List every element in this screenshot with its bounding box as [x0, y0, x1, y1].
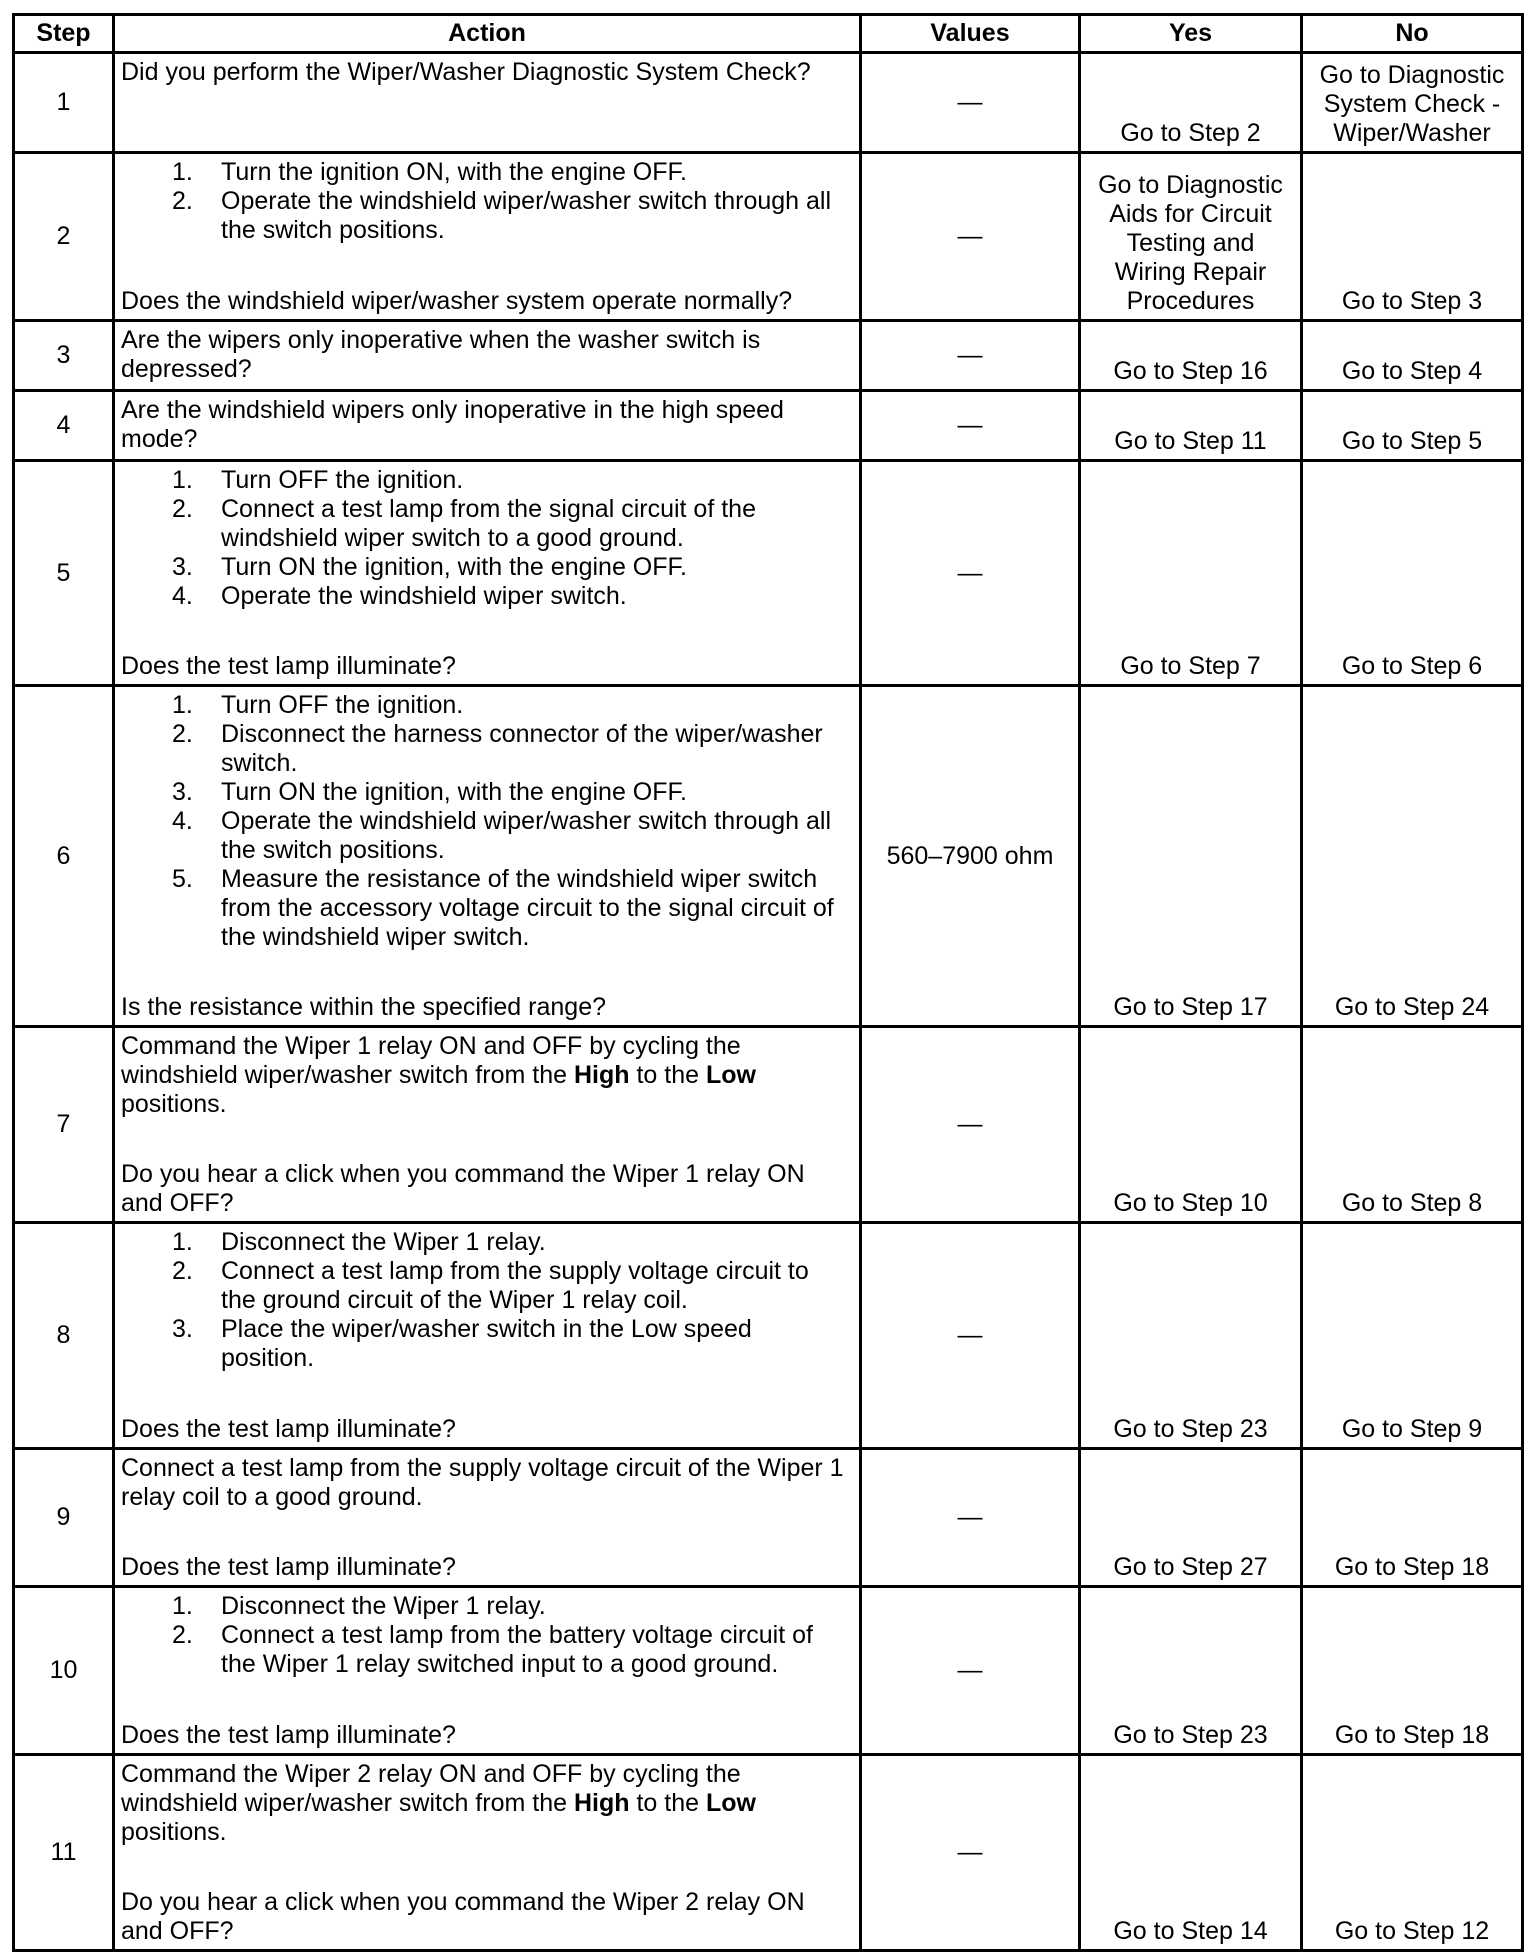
no-cell — [1303, 322, 1524, 392]
action-intro — [121, 1760, 853, 1847]
action-step-text: Measure the resistance of the windshield wiper switch from the accessory voltage circuit to the signal circuit of the windshield wiper switch. — [221, 865, 834, 951]
action-step-text: Disconnect the Wiper 1 relay. — [221, 1228, 546, 1256]
action-intro-bold: High — [573, 1061, 630, 1089]
action-step-number: 2. — [172, 720, 193, 748]
value-text: — — [957, 1110, 983, 1138]
action-step-number: 2. — [172, 187, 193, 215]
values-cell — [862, 687, 1081, 1028]
values-cell — [862, 1224, 1081, 1450]
no-result: Go to Diagnostic System Check - Wiper/Washer — [1319, 61, 1505, 147]
yes-result: Go to Step 14 — [1113, 1917, 1268, 1945]
yes-cell — [1081, 322, 1303, 392]
header-values — [862, 16, 1081, 54]
value-text: — — [957, 222, 983, 250]
yes-cell — [1081, 1756, 1303, 1952]
value-text: — — [957, 558, 983, 587]
action-step-number: 4. — [172, 807, 193, 835]
step-number: 4 — [56, 411, 71, 439]
action-step — [172, 187, 853, 245]
action-step-number: 1. — [172, 1228, 193, 1256]
action-question: Do you hear a click when you command the Wiper 1 relay ON and OFF? — [121, 1160, 805, 1217]
action-step-number: 3. — [172, 778, 193, 806]
no-cell — [1303, 1450, 1524, 1588]
no-cell — [1303, 1224, 1524, 1450]
action-step — [172, 1315, 853, 1373]
action-step-text: Turn ON the ignition, with the engine OFF. — [221, 778, 687, 806]
action-text: Did you perform the Wiper/Washer Diagnostic System Check? — [121, 58, 811, 86]
yes-result: Go to Step 2 — [1120, 119, 1261, 147]
action-step-number: 2. — [172, 495, 193, 523]
action-step-text: Turn OFF the ignition. — [221, 466, 464, 494]
no-cell — [1303, 687, 1524, 1028]
no-result: Go to Step 4 — [1341, 357, 1483, 385]
value-text: — — [957, 88, 983, 116]
yes-cell — [1081, 1588, 1303, 1756]
header-yes — [1081, 16, 1303, 54]
no-result: Go to Step 24 — [1334, 993, 1490, 1021]
no-cell — [1303, 54, 1524, 154]
value-text: — — [957, 1503, 983, 1531]
action-step — [172, 1621, 853, 1679]
action-intro-text: to the — [629, 1789, 706, 1817]
yes-result: Go to Step 17 — [1113, 993, 1268, 1021]
action-step — [172, 466, 853, 495]
no-cell — [1303, 1588, 1524, 1756]
step-number: 8 — [56, 1321, 71, 1349]
action-instructions — [121, 326, 853, 384]
action-step-list — [121, 1592, 853, 1679]
action-intro — [121, 1454, 853, 1512]
value-text: — — [957, 341, 983, 369]
action-intro-bold: High — [573, 1789, 630, 1817]
step-cell — [15, 154, 115, 322]
action-step — [172, 778, 853, 807]
action-step-text: Connect a test lamp from the battery voltage circuit of the Wiper 1 relay switched input to a good ground. — [221, 1621, 813, 1678]
no-cell — [1303, 154, 1524, 322]
action-instructions — [121, 1032, 853, 1119]
action-intro-text: Command the Wiper 1 relay ON and OFF by cycling the windshield wiper/washer switch from the — [121, 1032, 741, 1089]
no-result: Go to Step 12 — [1334, 1917, 1490, 1945]
yes-result: Go to Step 10 — [1113, 1189, 1268, 1217]
yes-cell — [1081, 462, 1303, 687]
values-cell — [862, 322, 1081, 392]
action-cell — [115, 1756, 862, 1952]
action-step-number: 5. — [172, 865, 193, 893]
no-cell — [1303, 1756, 1524, 1952]
action-step-number: 3. — [172, 553, 193, 581]
no-result: Go to Step 18 — [1334, 1553, 1490, 1581]
step-cell — [15, 392, 115, 462]
action-question: Does the test lamp illuminate? — [121, 652, 456, 680]
action-step-number: 3. — [172, 1315, 193, 1343]
step-number: 3 — [56, 341, 71, 369]
action-step — [172, 865, 853, 952]
values-cell — [862, 1450, 1081, 1588]
yes-cell — [1081, 687, 1303, 1028]
action-step-number: 1. — [172, 466, 193, 494]
header-step — [15, 16, 115, 54]
no-cell — [1303, 1028, 1524, 1224]
step-number: 2 — [56, 222, 71, 250]
yes-cell — [1081, 1224, 1303, 1450]
action-text: Are the windshield wipers only inoperative in the high speed mode? — [121, 396, 784, 453]
step-cell — [15, 687, 115, 1028]
action-question: Does the windshield wiper/washer system operate normally? — [121, 287, 793, 315]
yes-cell — [1081, 54, 1303, 154]
no-result: Go to Step 3 — [1341, 287, 1483, 315]
action-intro-text: Connect a test lamp from the supply voltage circuit of the Wiper 1 relay coil to a good ground. — [121, 1454, 844, 1511]
action-cell — [115, 1224, 862, 1450]
step-number: 11 — [50, 1838, 77, 1866]
step-cell — [15, 322, 115, 392]
action-step-text: Turn ON the ignition, with the engine OFF. — [221, 553, 687, 581]
action-step-list — [121, 691, 853, 952]
action-step — [172, 1592, 853, 1621]
yes-result: Go to Step 27 — [1113, 1553, 1268, 1581]
yes-result: Go to Step 11 — [1114, 427, 1267, 455]
values-cell — [862, 462, 1081, 687]
yes-cell — [1081, 1028, 1303, 1224]
action-step — [172, 691, 853, 720]
value-text: — — [957, 1321, 983, 1349]
action-instructions — [121, 691, 853, 952]
action-cell — [115, 1028, 862, 1224]
no-result: Go to Step 6 — [1341, 652, 1483, 680]
action-step-number: 2. — [172, 1257, 193, 1285]
action-step-list — [121, 158, 853, 245]
action-instructions — [121, 1454, 853, 1512]
action-step — [172, 1257, 853, 1315]
action-step — [172, 553, 853, 582]
diagnostic-table — [12, 13, 1524, 1952]
action-instructions — [121, 58, 853, 87]
step-number: 1 — [56, 88, 71, 116]
value-text: — — [957, 411, 983, 439]
action-step-text: Operate the windshield wiper/washer switch through all the switch positions. — [221, 807, 832, 864]
action-step-list — [121, 466, 853, 611]
values-cell — [862, 1588, 1081, 1756]
values-cell — [862, 1756, 1081, 1952]
action-instructions — [121, 1760, 853, 1847]
action-intro — [121, 1032, 853, 1119]
action-cell — [115, 154, 862, 322]
no-result: Go to Step 8 — [1341, 1189, 1483, 1217]
step-number: 5 — [56, 558, 71, 587]
action-cell — [115, 462, 862, 687]
action-step-text: Connect a test lamp from the signal circuit of the windshield wiper switch to a good ground. — [221, 495, 756, 552]
action-instructions — [121, 1592, 853, 1679]
action-step — [172, 495, 853, 553]
values-cell — [862, 54, 1081, 154]
yes-result: Go to Step 16 — [1113, 357, 1268, 385]
action-question: Does the test lamp illuminate? — [121, 1721, 456, 1749]
action-cell — [115, 392, 862, 462]
header-step-label: Step — [36, 19, 91, 47]
action-step — [172, 158, 853, 187]
action-question: Does the test lamp illuminate? — [121, 1553, 456, 1581]
header-values-label: Values — [930, 19, 1010, 47]
header-action — [115, 16, 862, 54]
action-step-number: 1. — [172, 1592, 193, 1620]
action-step-text: Place the wiper/washer switch in the Low speed position. — [221, 1315, 752, 1372]
action-step-number: 1. — [172, 691, 193, 719]
action-step-list — [121, 1228, 853, 1373]
action-step-text: Disconnect the harness connector of the wiper/washer switch. — [221, 720, 823, 777]
header-no-label: No — [1395, 19, 1429, 47]
step-cell — [15, 1224, 115, 1450]
step-number: 6 — [56, 841, 71, 870]
action-intro-text: positions. — [121, 1818, 227, 1846]
step-cell — [15, 1028, 115, 1224]
action-step — [172, 582, 853, 611]
action-text: Are the wipers only inoperative when the washer switch is depressed? — [121, 326, 761, 383]
yes-result: Go to Step 23 — [1113, 1415, 1268, 1443]
value-text: — — [957, 1838, 983, 1866]
yes-cell — [1081, 154, 1303, 322]
header-action-label: Action — [448, 19, 526, 47]
no-result: Go to Step 18 — [1334, 1721, 1490, 1749]
action-step-number: 1. — [172, 158, 193, 186]
action-cell — [115, 322, 862, 392]
action-step — [172, 1228, 853, 1257]
action-cell — [115, 1588, 862, 1756]
action-step-text: Connect a test lamp from the supply voltage circuit to the ground circuit of the Wiper 1 relay coil. — [221, 1257, 809, 1314]
action-step-number: 4. — [172, 582, 193, 610]
action-step-text: Turn the ignition ON, with the engine OFF. — [221, 158, 687, 186]
yes-cell — [1081, 392, 1303, 462]
action-intro-bold: Low — [705, 1789, 756, 1817]
action-instructions — [121, 158, 853, 245]
action-instructions — [121, 1228, 853, 1373]
action-cell — [115, 54, 862, 154]
values-cell — [862, 154, 1081, 322]
action-step-text: Turn OFF the ignition. — [221, 691, 464, 719]
action-intro-bold: Low — [705, 1061, 756, 1089]
no-cell — [1303, 462, 1524, 687]
action-step-text: Operate the windshield wiper/washer switch through all the switch positions. — [221, 187, 832, 244]
step-cell — [15, 462, 115, 687]
no-result: Go to Step 9 — [1341, 1415, 1483, 1443]
values-cell — [862, 1028, 1081, 1224]
action-intro-text: Command the Wiper 2 relay ON and OFF by cycling the windshield wiper/washer switch from the — [121, 1760, 741, 1817]
yes-result: Go to Step 23 — [1113, 1721, 1268, 1749]
action-intro-text: positions. — [121, 1090, 227, 1118]
action-cell — [115, 1450, 862, 1588]
yes-result: Go to Step 7 — [1120, 652, 1261, 680]
no-result: Go to Step 5 — [1341, 427, 1483, 455]
header-yes-label: Yes — [1168, 19, 1213, 47]
yes-cell — [1081, 1450, 1303, 1588]
action-step — [172, 807, 853, 865]
action-step-text: Operate the windshield wiper switch. — [221, 582, 627, 610]
action-step-number: 2. — [172, 1621, 193, 1649]
action-question: Do you hear a click when you command the Wiper 2 relay ON and OFF? — [121, 1888, 805, 1945]
step-cell — [15, 1756, 115, 1952]
no-cell — [1303, 392, 1524, 462]
step-number: 7 — [56, 1110, 71, 1138]
action-question: Is the resistance within the specified range? — [121, 993, 606, 1021]
action-step-text: Disconnect the Wiper 1 relay. — [221, 1592, 546, 1620]
step-cell — [15, 1450, 115, 1588]
header-no — [1303, 16, 1524, 54]
value-text: 560–7900 ohm — [886, 841, 1054, 870]
value-text: — — [957, 1656, 983, 1684]
step-number: 9 — [56, 1503, 71, 1531]
action-intro-text: to the — [629, 1061, 706, 1089]
action-step — [172, 720, 853, 778]
step-cell — [15, 1588, 115, 1756]
values-cell — [862, 392, 1081, 462]
yes-result: Go to Diagnostic Aids for Circuit Testing and Wiring Repair Procedures — [1098, 171, 1283, 315]
step-number: 10 — [49, 1656, 78, 1684]
step-cell — [15, 54, 115, 154]
action-question: Does the test lamp illuminate? — [121, 1415, 456, 1443]
action-instructions — [121, 396, 853, 454]
action-cell — [115, 687, 862, 1028]
action-instructions — [121, 466, 853, 611]
